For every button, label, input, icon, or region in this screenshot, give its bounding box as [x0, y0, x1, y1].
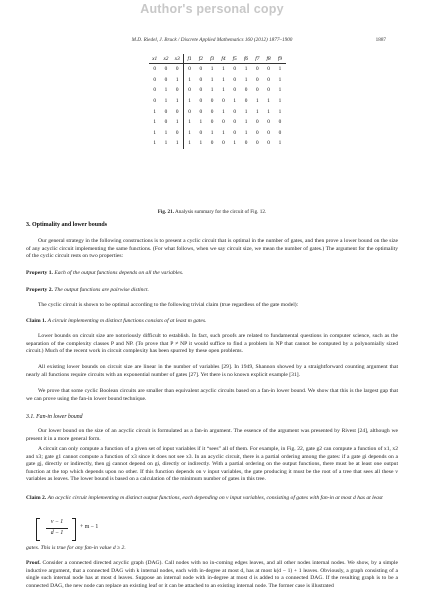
table-cell: 1: [244, 76, 248, 83]
property-2-text: The output functions are pairwise distinct.: [54, 287, 149, 293]
table-cell: 0: [153, 87, 156, 94]
paragraph-fanin-technique: We prove that some cyclic Boolean circuits are smaller than equivalent acyclic circuits based on a fan-in lower bound. We show that this is the largest gap that we can prove using the fan-in lower bound technique.: [26, 388, 398, 402]
table-cell: 1: [244, 66, 248, 73]
table-cell: 0: [199, 66, 203, 73]
table-cell: 0: [267, 129, 270, 136]
table-cell: 1: [199, 119, 203, 126]
table-cell: 0: [267, 76, 270, 83]
table-cell: 0: [222, 119, 225, 126]
paragraph-fanin-argument: Our lower bound on the size of an acyclic circuit is formulated as a fan-in argument. The essence of the argument was presented by Rivest [24], although we present it in a more general form.: [26, 428, 398, 442]
table-cell: 1: [188, 129, 191, 136]
table-cell: 0: [267, 87, 270, 94]
journal-citation: M.D. Riedel, J. Bruck / Discrete Applied Mathematics 160 (2012) 1877–1900: [131, 37, 293, 43]
table-cell: 0: [199, 87, 203, 94]
table-cell: 1: [210, 76, 214, 83]
property-2-label: Property 2.: [26, 287, 53, 293]
table-cell: 0: [255, 66, 259, 73]
table-cell: 1: [172, 96, 184, 107]
table-row: [149, 106, 286, 117]
table-cell: 1: [244, 129, 248, 136]
table-cell: 0: [233, 119, 237, 126]
paragraph-existing-bounds: All existing lower bounds on circuit size are linear in the number of variables [29]. In 1949, Shannon showed by a straightforward counting argument that nearly all functions require circuits with an exponential number of gates [27]. Yet there is no known explicit example [31].: [26, 364, 398, 378]
table-cell: 1: [222, 66, 225, 73]
table-cell: 0: [164, 119, 168, 126]
table-cell: 1: [153, 140, 156, 147]
table-row: [149, 64, 286, 75]
property-1-label: Property 1.: [26, 270, 53, 276]
table-cell: 1: [233, 98, 237, 105]
col-header: f7: [252, 54, 263, 64]
table-cell: 1: [278, 108, 282, 115]
table-cell: 1: [188, 98, 191, 105]
table-cell: 1: [244, 119, 248, 126]
ceiling-bracket-right: [72, 518, 76, 541]
table-cell: 1: [278, 66, 282, 73]
table-cell: 1: [255, 98, 259, 105]
paragraph-optimal: The cyclic circuit is shown to be optimal according to the following trivial claim (true regardless of the gate model):: [38, 302, 299, 308]
table-cell: 1: [244, 108, 248, 115]
table-cell: 0: [244, 98, 248, 105]
table-cell: 0: [153, 66, 156, 73]
col-header: f4: [218, 54, 229, 64]
table-cell: 0: [278, 129, 282, 136]
table-row: [149, 75, 286, 86]
table-body: [149, 64, 286, 149]
table-cell: 1: [188, 119, 191, 126]
table-cell: 0: [233, 66, 237, 73]
paragraph-strategy: Our general strategy in the following constructions is to present a cyclic circuit that is optimal in the number of gates, and then prove a lower bound on the size of any acyclic circuit implementing the same functions. (For what follows, when we say circuit size, we mean the number of gates.) The argument for the optimality of the cyclic circuit rests on two properties:: [26, 238, 398, 260]
table-cell: 0: [172, 128, 184, 139]
table-cell: 0: [255, 87, 259, 94]
table-cell: 1: [153, 108, 156, 115]
claim-2-text: An acyclic circuit implementing m distinct output functions, each depending on v input variables, consisting of gates with fan-in at most d has at least: [47, 495, 383, 501]
table-cell: 1: [188, 76, 191, 83]
table-cell: 1: [222, 76, 225, 83]
table-cell: 1: [164, 87, 168, 94]
caption-text: Analysis summary for the circuit of Fig. 12.: [175, 209, 267, 215]
table-cell: 0: [222, 98, 225, 105]
formula-remainder: + m − 1: [80, 524, 99, 530]
property-1-text: Each of the output functions depends on all the variables.: [54, 270, 184, 276]
table-cell: 0: [199, 129, 203, 136]
col-header: f3: [206, 54, 217, 64]
table-cell: 0: [199, 76, 203, 83]
table-cell: 1: [267, 98, 270, 105]
table-cell: 0: [255, 76, 259, 83]
table-cell: 0: [164, 66, 168, 73]
table-cell: 1: [172, 138, 184, 149]
fraction-bar: [46, 528, 68, 529]
table-cell: 0: [172, 106, 184, 117]
table-cell: 1: [222, 87, 225, 94]
table-cell: 1: [153, 129, 156, 136]
table-cell: 1: [210, 129, 214, 136]
col-header: x3: [172, 54, 184, 64]
caption-label: Fig. 21.: [157, 209, 175, 215]
table-cell: 1: [233, 140, 237, 147]
table-cell: 0: [233, 87, 237, 94]
table-cell: 1: [255, 108, 259, 115]
table-row: [149, 96, 286, 107]
table-cell: 0: [255, 119, 259, 126]
table-cell: 0: [210, 140, 214, 147]
table-cell: 0: [255, 129, 259, 136]
claim-2: [26, 495, 398, 503]
table-row: [149, 117, 286, 128]
table-cell: 1: [267, 108, 270, 115]
table-cell: 0: [233, 108, 237, 115]
table-cell: 0: [278, 119, 282, 126]
table-cell: 1: [278, 98, 282, 105]
table-cell: 1: [210, 66, 214, 73]
page-number: 1887: [375, 37, 386, 43]
col-header: x2: [160, 54, 171, 64]
claim-1-text: A circuit implementing m distinct functions consists of at least m gates.: [47, 318, 207, 324]
truth-table: [149, 54, 286, 149]
formula-denominator: d − 1: [50, 530, 64, 536]
table-cell: 0: [172, 64, 184, 75]
table-row: [149, 85, 286, 96]
table-cell: 1: [199, 140, 203, 147]
table-cell: 1: [222, 129, 225, 136]
table-cell: 1: [210, 87, 214, 94]
table-cell: 0: [153, 98, 156, 105]
table-row: [149, 138, 286, 149]
claim-2-label: Claim 2.: [26, 495, 47, 501]
table-cell: 0: [164, 76, 168, 83]
claim-1: [26, 318, 398, 326]
table-cell: 0: [172, 85, 184, 96]
table-cell: 0: [233, 76, 237, 83]
table-cell: 1: [278, 87, 282, 94]
formula-numerator: v − 1: [50, 519, 64, 525]
table-cell: 0: [255, 140, 259, 147]
table-cell: 0: [153, 76, 156, 83]
col-header: f2: [195, 54, 206, 64]
table-cell: 1: [222, 108, 225, 115]
table-cell: 0: [267, 140, 270, 147]
table-cell: 1: [172, 117, 184, 128]
table-cell: 0: [188, 66, 191, 73]
claim-1-label: Claim 1.: [26, 318, 47, 324]
table-cell: 1: [164, 129, 168, 136]
paragraph-gates: gates. This is true for any fan-in value d ≥ 2.: [26, 545, 126, 551]
table-header-row: [149, 54, 286, 64]
property-2: [26, 287, 398, 295]
table-cell: 0: [244, 140, 248, 147]
table-cell: 0: [244, 87, 248, 94]
proof-text: Consider a connected directed acyclic graph (DAG). Call nodes with no in-coming edges leaves, and all other nodes internal nodes. We show, by a simple inductive argument, that a connected DAG with k internal nodes, each with in-degree at most d, has at most k(d − 1) + 1 leaves. Obviously, a graph consisting of a single such internal node has at most d leaves. Suppose an internal node with in-degree at most d is added to a connected DAG. If the resulting graph is to be a connected DAG, the new node can replace an existing leaf or it can be attached to an existing internal node. The former case is illustrated: [26, 560, 398, 589]
table-cell: 0: [210, 108, 214, 115]
table-cell: 0: [199, 108, 203, 115]
col-header: f1: [183, 54, 195, 64]
table-row: [149, 128, 286, 139]
paragraph-partial-ordering: A circuit can only compute a function of a given set of input variables if it “sees” all of them. For example, in Fig. 22, gate g2 can compute a function of x1, x2 and x3; gate g1 cannot compute a function of x3 since it does not see x3. In an acyclic circuit, there is a partial ordering among the gates: if a gate gi depends on a gate gj, directly or indirectly, then gj cannot depend on gi, directly or indirectly. With a partial ordering on the output functions, there must be at least one output function at the top which depends upon no other. If this function depends on v input variables, the gate producing it must be the root of a tree that sees all these v variables as leaves. The lower bound is based on a calculation of the minimum number of gates in this tree.: [26, 446, 398, 483]
table-cell: 1: [153, 119, 156, 126]
watermark: Author's personal copy: [140, 2, 284, 16]
table-cell: 1: [164, 98, 168, 105]
subsection-title: 3.1. Fan-in lower bound: [26, 414, 83, 420]
col-header: f6: [240, 54, 251, 64]
col-header: f9: [274, 54, 285, 64]
table-cell: 0: [222, 140, 225, 147]
table-cell: 0: [164, 108, 168, 115]
figure-caption: [0, 209, 424, 215]
proof-label: Proof.: [26, 560, 41, 566]
table-cell: 1: [172, 75, 184, 86]
col-header: f5: [229, 54, 240, 64]
table-cell: 0: [199, 98, 203, 105]
table-cell: 0: [210, 98, 214, 105]
table-cell: 0: [267, 66, 270, 73]
section-title: 3. Optimality and lower bounds: [26, 222, 108, 228]
table-cell: 1: [278, 76, 282, 83]
table-cell: 1: [278, 140, 282, 147]
table-cell: 1: [164, 140, 168, 147]
col-header: x1: [149, 54, 160, 64]
paragraph-lower-bounds: Lower bounds on circuit size are notoriously difficult to establish. In fact, such proofs are related to fundamental questions in computer science, such as the separation of the complexity classes P and NP. (To prove that P ≠ NP it would suffice to find a problem in NP that cannot be computed by a polynomially sized circuit.) Much of the recent work in circuit complexity has been spurred by these open problems.: [26, 333, 398, 355]
table-cell: 0: [210, 119, 214, 126]
table-cell: 0: [233, 129, 237, 136]
table-cell: 1: [188, 140, 191, 147]
table-cell: 0: [188, 108, 191, 115]
ceiling-bracket-left: [36, 518, 40, 541]
proof: [26, 560, 398, 590]
property-1: [26, 270, 398, 278]
table-cell: 0: [188, 87, 191, 94]
table-cell: 0: [267, 119, 270, 126]
col-header: f8: [263, 54, 274, 64]
